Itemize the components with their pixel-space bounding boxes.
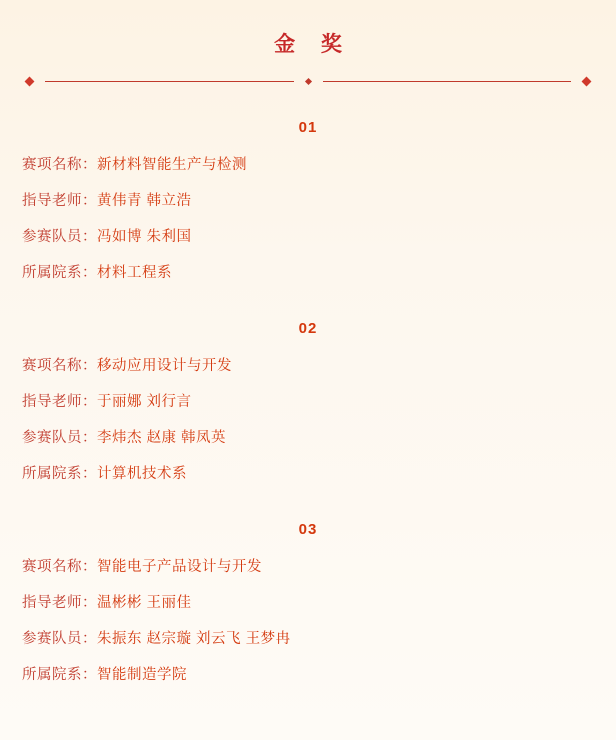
entry-field-advisor <box>0 190 616 212</box>
field-value-members: 李炜杰 赵康 韩凤英 <box>97 430 227 446</box>
award-entry-list <box>0 119 616 686</box>
entry-field-members <box>0 226 616 248</box>
entry-field-project <box>0 355 616 377</box>
field-value-department: 计算机技术系 <box>97 466 187 482</box>
field-label-project: 赛项名称： <box>22 559 97 575</box>
field-label-advisor: 指导老师： <box>22 595 97 611</box>
field-label-project: 赛项名称： <box>22 358 97 374</box>
entry-field-advisor <box>0 592 616 614</box>
field-value-members: 朱振东 赵宗璇 刘云飞 王梦冉 <box>97 631 291 647</box>
divider-line-left <box>45 81 294 82</box>
entry-field-department <box>0 463 616 485</box>
diamond-center-icon <box>304 78 311 85</box>
entry-field-project <box>0 556 616 578</box>
entry-number: 03 <box>298 521 318 538</box>
field-label-members: 参赛队员： <box>22 229 97 245</box>
award-entry <box>0 320 616 485</box>
field-value-project: 移动应用设计与开发 <box>97 358 232 374</box>
field-label-department: 所属院系： <box>22 466 97 482</box>
entry-number: 01 <box>298 119 318 136</box>
field-value-advisor: 黄伟青 韩立浩 <box>97 193 192 209</box>
field-label-members: 参赛队员： <box>22 430 97 446</box>
field-label-advisor: 指导老师： <box>22 394 97 410</box>
field-value-department: 智能制造学院 <box>97 667 187 683</box>
divider-line-right <box>323 81 572 82</box>
entry-field-members <box>0 628 616 650</box>
award-entry <box>0 119 616 284</box>
field-value-advisor: 温彬彬 王丽佳 <box>97 595 192 611</box>
award-header <box>0 0 616 85</box>
diamond-left-icon <box>25 77 35 87</box>
entry-field-project <box>0 154 616 176</box>
field-label-department: 所属院系： <box>22 265 97 281</box>
entry-field-advisor <box>0 391 616 413</box>
field-label-project: 赛项名称： <box>22 157 97 173</box>
field-label-advisor: 指导老师： <box>22 193 97 209</box>
field-value-project: 智能电子产品设计与开发 <box>97 559 262 575</box>
entry-field-members <box>0 427 616 449</box>
field-label-members: 参赛队员： <box>22 631 97 647</box>
award-entry <box>0 521 616 686</box>
field-value-department: 材料工程系 <box>97 265 172 281</box>
page-title: 金 奖 <box>274 33 352 56</box>
entry-number: 02 <box>298 320 318 337</box>
entry-field-department <box>0 664 616 686</box>
field-value-members: 冯如博 朱利国 <box>97 229 192 245</box>
entry-field-department <box>0 262 616 284</box>
diamond-right-icon <box>582 77 592 87</box>
field-value-project: 新材料智能生产与检测 <box>97 157 247 173</box>
field-label-department: 所属院系： <box>22 667 97 683</box>
decorative-divider <box>0 78 616 85</box>
field-value-advisor: 于丽娜 刘行言 <box>97 394 192 410</box>
